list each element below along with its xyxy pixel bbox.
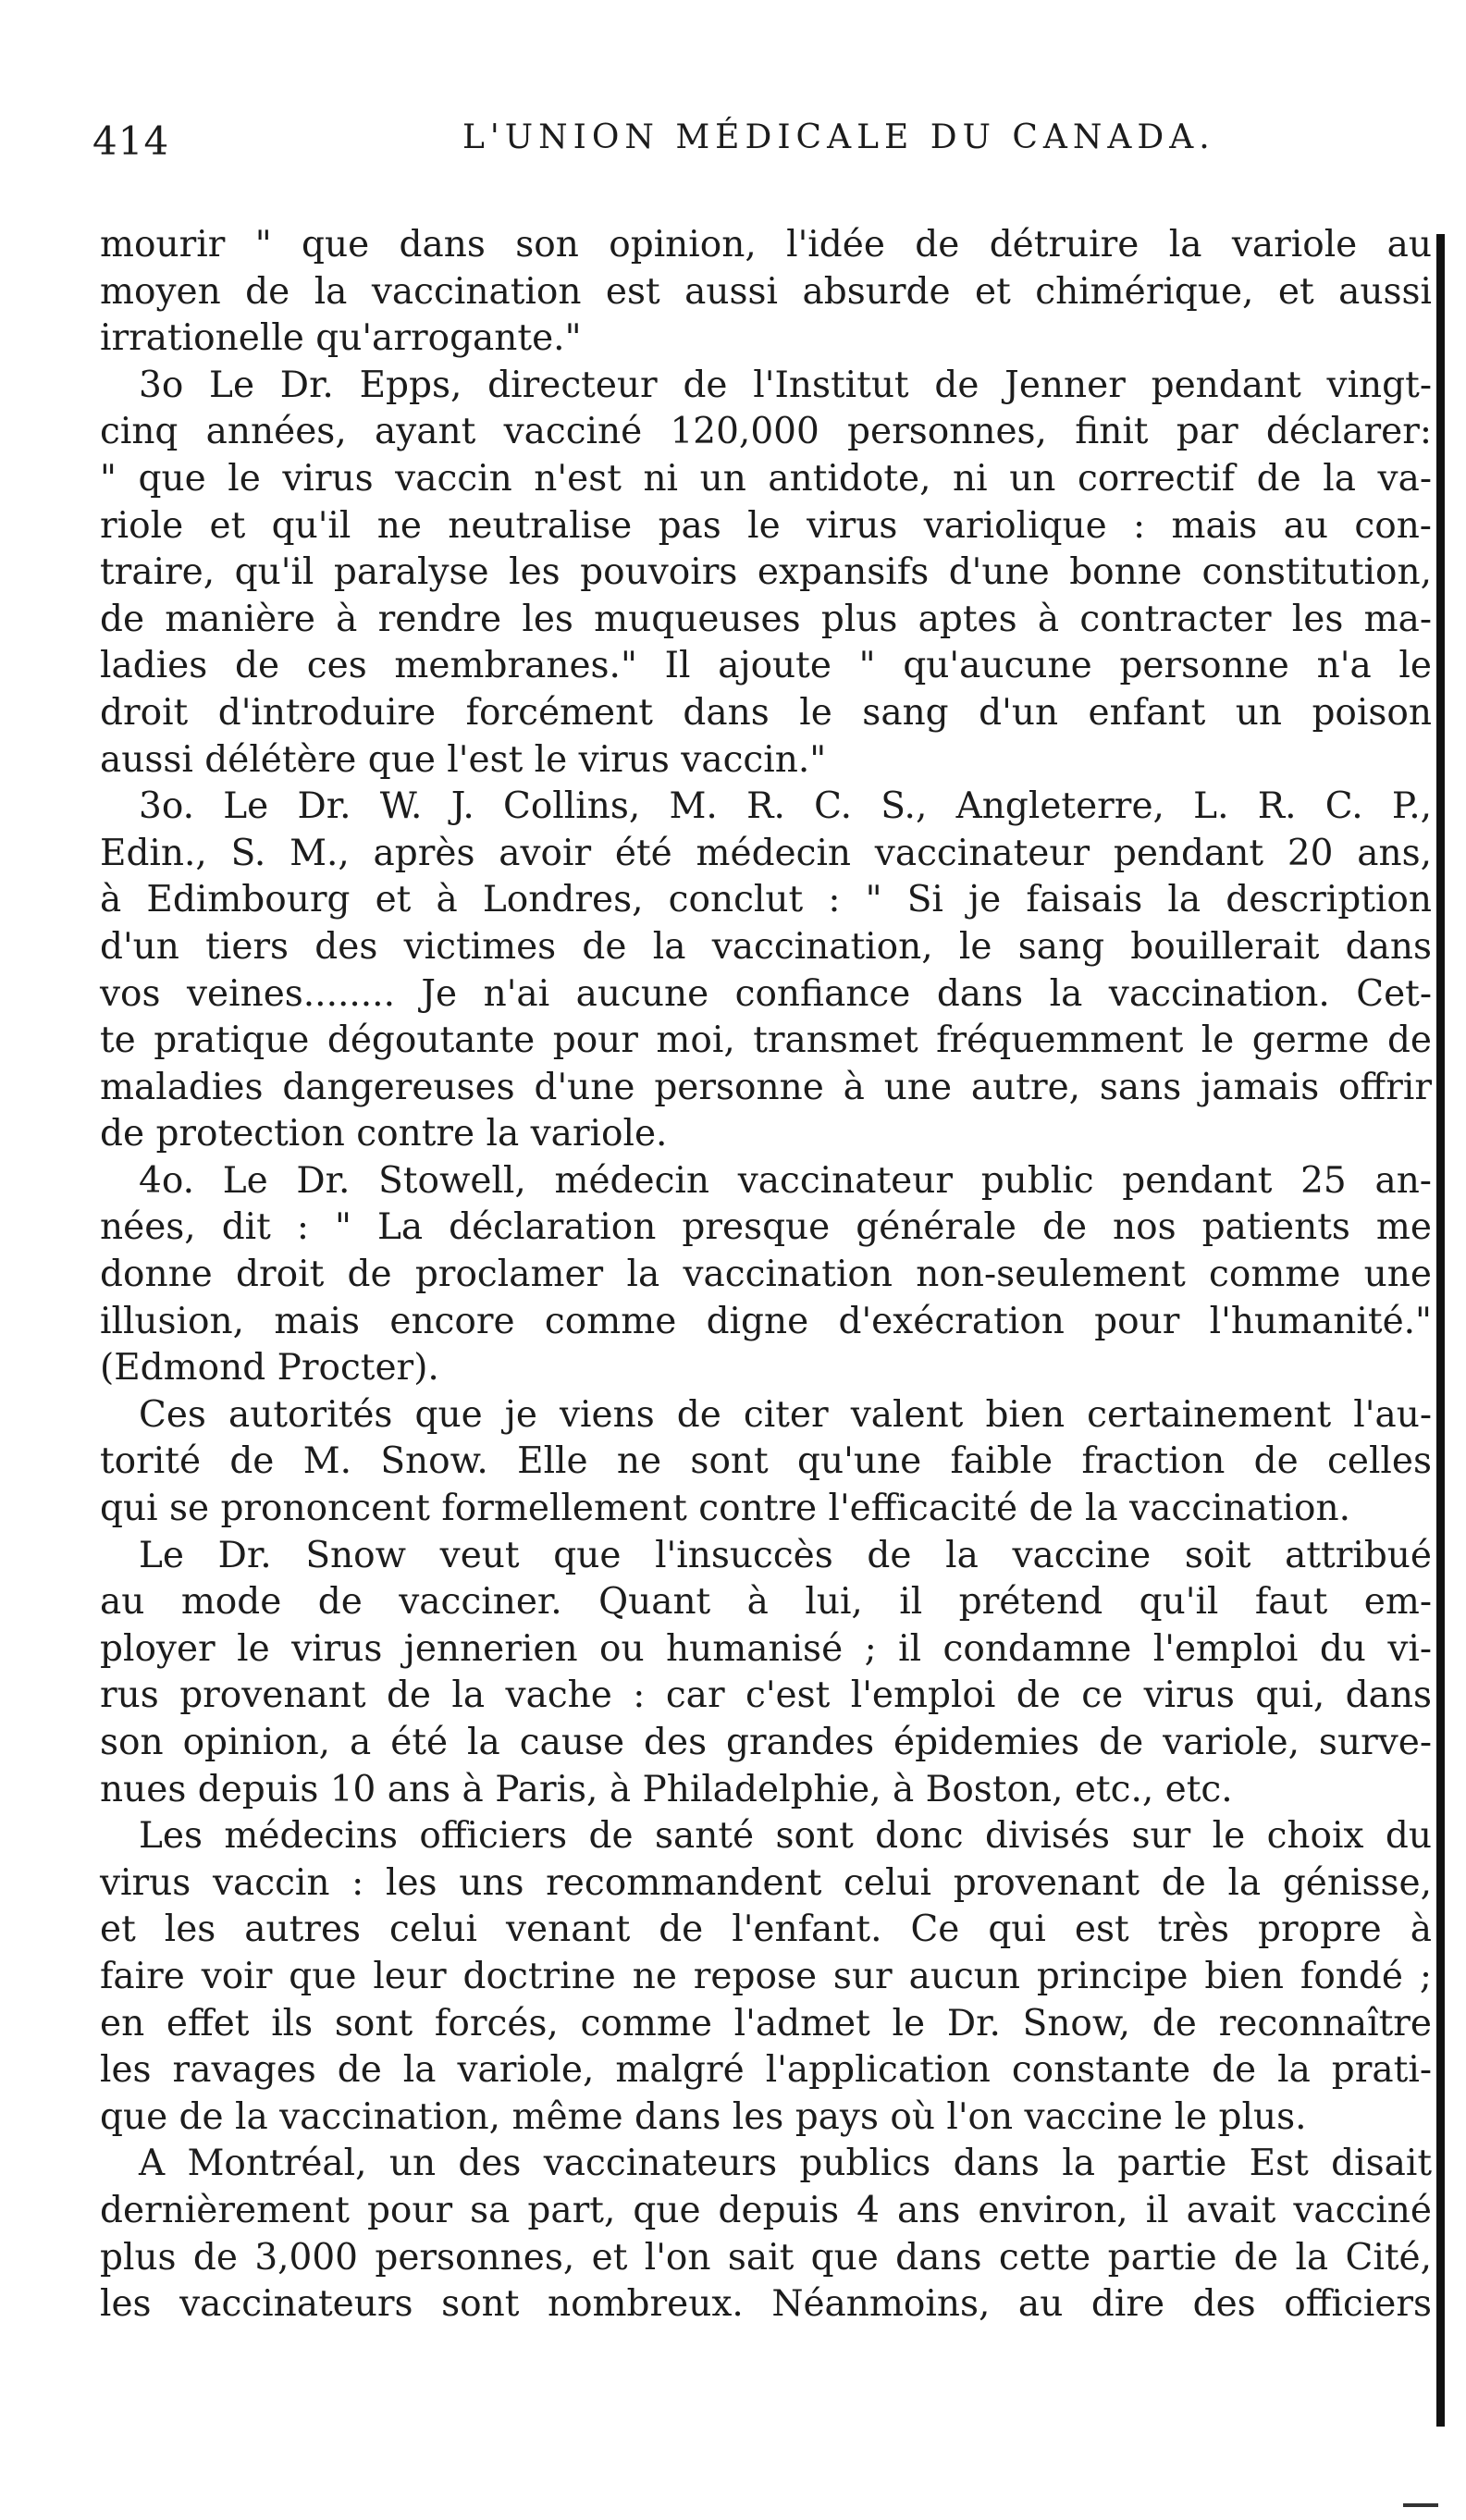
text-line: droit d'introduire forcément dans le sang d'un enfant un poison [100, 691, 1432, 734]
text-line: dernièrement pour sa part, que depuis 4 ans environ, il avait vacciné [100, 2189, 1432, 2231]
text-line: maladies dangereuses d'une personne à une autre, sans jamais offrir [100, 1066, 1432, 1108]
text-line: de protection contre la variole. [100, 1113, 668, 1155]
text-line: te pratique dégoutante pour moi, transmet fréquemment le germe de [100, 1019, 1432, 1062]
page-corner-mark [1403, 2503, 1438, 2507]
text-line: virus vaccin : les uns recommandent celui provenant de la génisse, [100, 1861, 1432, 1904]
page-number: 414 [92, 118, 170, 164]
text-line: à Edimbourg et à Londres, conclut : " Si je faisais la description [100, 879, 1432, 921]
text-line: " que le virus vaccin n'est ni un antidote, ni un correctif de la va- [100, 457, 1432, 500]
text-line: (Edmond Procter). [100, 1347, 439, 1390]
text-line: au mode de vacciner. Quant à lui, il prétend qu'il faut em- [100, 1581, 1432, 1624]
text-line: 3o. Le Dr. W. J. Collins, M. R. C. S., Angleterre, L. R. C. P., [139, 785, 1432, 828]
text-line: d'un tiers des victimes de la vaccination, le sang bouillerait dans [100, 925, 1432, 968]
text-line: rus provenant de la vache : car c'est l'emploi de ce virus qui, dans [100, 1674, 1432, 1717]
text-line: irrationelle qu'arrogante." [100, 317, 582, 360]
text-line: cinq années, ayant vacciné 120,000 personnes, finit par déclarer: [100, 411, 1432, 453]
text-line: riole et qu'il ne neutralise pas le virus variolique : mais au con- [100, 504, 1432, 547]
body-text [100, 222, 1432, 2329]
text-line: illusion, mais encore comme digne d'exécration pour l'humanité." [100, 1300, 1432, 1342]
text-line: A Montréal, un des vaccinateurs publics dans la partie Est disait [139, 2143, 1432, 2185]
text-line: son opinion, a été la cause des grandes épidemies de variole, surve- [100, 1722, 1432, 1763]
text-line: torité de M. Snow. Elle ne sont qu'une faible fraction de celles [100, 1440, 1432, 1483]
text-line: nues depuis 10 ans à Paris, à Philadelphie, à Boston, etc., etc. [100, 1768, 1233, 1810]
text-line: plus de 3,000 personnes, et l'on sait que dans cette partie de la Cité, [100, 2236, 1432, 2279]
text-line: moyen de la vaccination est aussi absurde et chimérique, et aussi [100, 270, 1432, 313]
text-line: Les médecins officiers de santé sont donc divisés sur le choix du [139, 1815, 1432, 1858]
margin-rule [1436, 234, 1445, 2427]
text-line: qui se prononcent formellement contre l'efficacité de la vaccination. [100, 1488, 1351, 1530]
text-line: Le Dr. Snow veut que l'insuccès de la vaccine soit attribué [139, 1534, 1432, 1576]
text-line: 4o. Le Dr. Stowell, médecin vaccinateur public pendant 25 an- [139, 1159, 1432, 1202]
text-line: vos veines........ Je n'ai aucune confiance dans la vaccination. Cet- [100, 972, 1432, 1015]
text-line: faire voir que leur doctrine ne repose sur aucun principe bien fondé ; [100, 1955, 1432, 1997]
text-line: que de la vaccination, même dans les pays où l'on vaccine le plus. [100, 2095, 1307, 2138]
page-header [92, 118, 1406, 174]
text-line: nées, dit : " La déclaration presque générale de nos patients me [100, 1206, 1432, 1249]
running-title: L'UNION MÉDICALE DU CANADA. [462, 118, 1215, 156]
text-line: en effet ils sont forcés, comme l'admet le Dr. Snow, de reconnaître [100, 2002, 1432, 2044]
text-line: ployer le virus jennerien ou humanisé ; il condamne l'emploi du vi- [100, 1627, 1432, 1670]
text-line: les vaccinateurs sont nombreux. Néanmoins, au dire des officiers [100, 2283, 1432, 2326]
text-line: aussi délétère que l'est le virus vaccin." [100, 738, 827, 781]
text-line: 3o Le Dr. Epps, directeur de l'Institut de Jenner pendant vingt- [139, 364, 1432, 406]
text-line: les ravages de la variole, malgré l'application constante de la prati- [100, 2049, 1432, 2092]
text-line: ladies de ces membranes." Il ajoute " qu'aucune personne n'a le [100, 645, 1432, 687]
text-line: mourir " que dans son opinion, l'idée de détruire la variole au [100, 224, 1432, 266]
text-line: Edin., S. M., après avoir été médecin vaccinateur pendant 20 ans, [100, 832, 1432, 874]
text-line: Ces autorités que je viens de citer valent bien certainement l'au- [139, 1393, 1432, 1436]
text-line: de manière à rendre les muqueuses plus aptes à contracter les ma- [100, 598, 1432, 640]
text-line: donne droit de proclamer la vaccination non-seulement comme une [100, 1254, 1432, 1296]
text-line: et les autres celui venant de l'enfant. Ce qui est très propre à [100, 1909, 1432, 1951]
text-line: traire, qu'il paralyse les pouvoirs expansifs d'une bonne constitution, [100, 551, 1432, 594]
